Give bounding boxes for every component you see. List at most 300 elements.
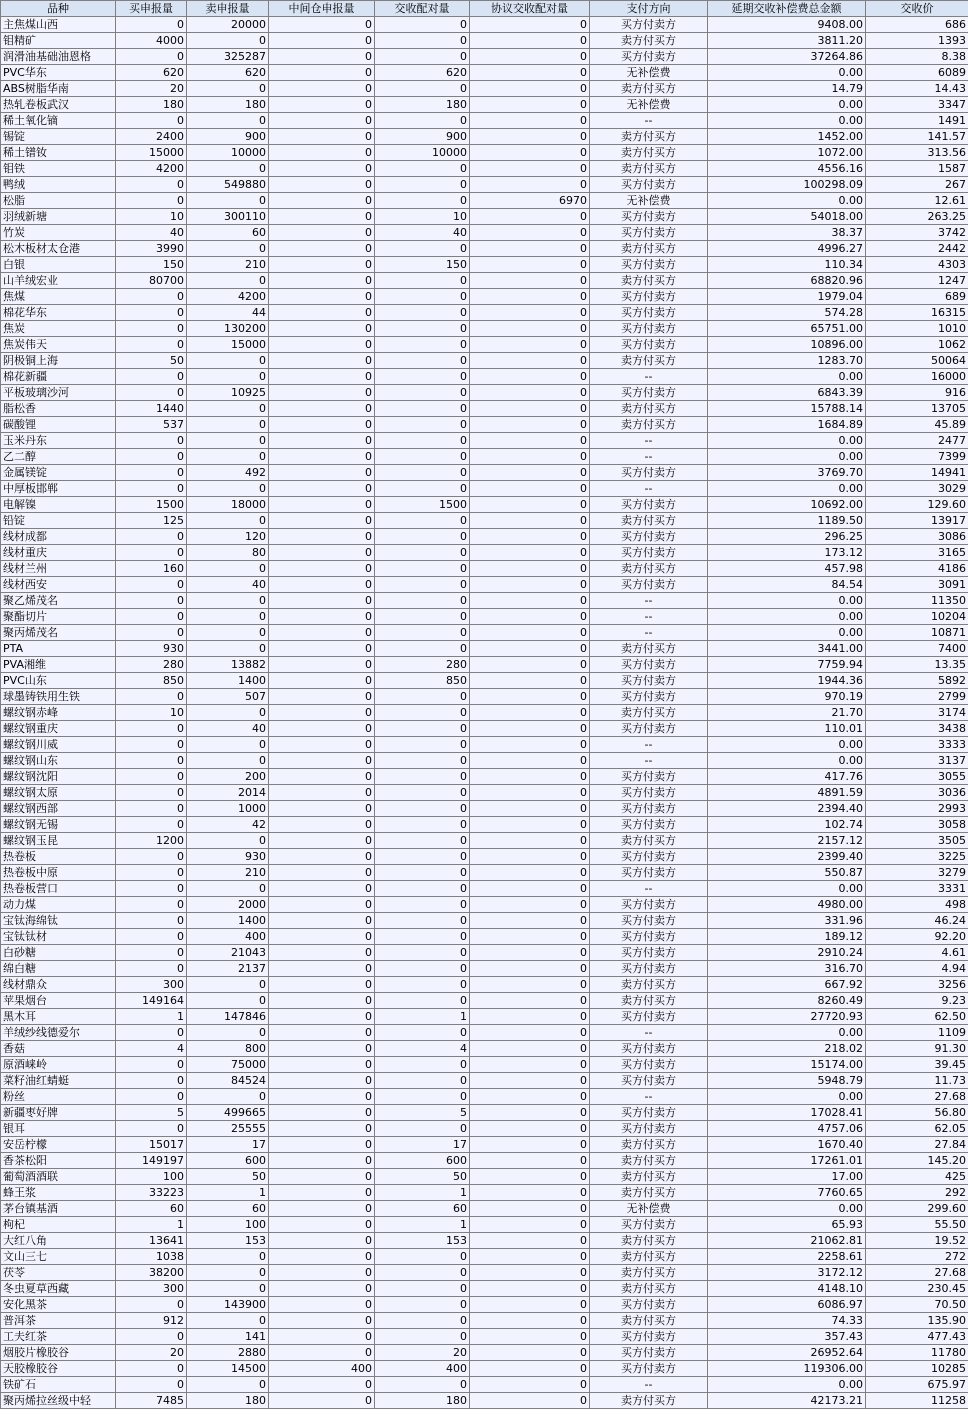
buy-volume-cell: 0	[116, 881, 187, 897]
variety-cell: 热卷板中原	[1, 865, 116, 881]
agreement-matched-volume-cell: 0	[470, 1377, 590, 1393]
settlement-price-cell: 3347	[866, 97, 968, 113]
sell-volume-cell: 2014	[187, 785, 269, 801]
variety-cell: 工夫红茶	[1, 1329, 116, 1345]
matched-volume-cell: 0	[375, 49, 470, 65]
payment-direction-cell: 买方付卖方	[590, 657, 708, 673]
variety-cell: 茅台镇基酒	[1, 1201, 116, 1217]
agreement-matched-volume-cell: 0	[470, 1393, 590, 1409]
payment-direction-cell: --	[590, 369, 708, 385]
settlement-price-cell: 10204	[866, 609, 968, 625]
buy-volume-cell: 1440	[116, 401, 187, 417]
payment-direction-cell: 买方付卖方	[590, 929, 708, 945]
matched-volume-cell: 0	[375, 177, 470, 193]
table-row	[1, 1281, 968, 1297]
sell-volume-cell: 100	[187, 1217, 269, 1233]
compensation-fee-cell: 1283.70	[708, 353, 866, 369]
sell-volume-cell: 84524	[187, 1073, 269, 1089]
intermediate-volume-cell: 0	[269, 257, 375, 273]
intermediate-volume-cell: 0	[269, 17, 375, 33]
table-row	[1, 929, 968, 945]
matched-volume-cell: 0	[375, 689, 470, 705]
table-row	[1, 1041, 968, 1057]
variety-cell: 钼精矿	[1, 33, 116, 49]
table-body	[1, 17, 968, 1409]
payment-direction-cell: 买方付卖方	[590, 1297, 708, 1313]
matched-volume-cell: 900	[375, 129, 470, 145]
settlement-price-cell: 145.20	[866, 1153, 968, 1169]
payment-direction-header: 支付方向	[590, 1, 708, 17]
buy-volume-cell: 0	[116, 305, 187, 321]
matched-volume-cell: 0	[375, 81, 470, 97]
agreement-matched-volume-cell: 0	[470, 177, 590, 193]
sell-volume-cell: 10925	[187, 385, 269, 401]
variety-cell: 线材西安	[1, 577, 116, 593]
payment-direction-cell: 买方付卖方	[590, 897, 708, 913]
buy-volume-cell: 0	[116, 465, 187, 481]
settlement-price-cell: 56.80	[866, 1105, 968, 1121]
payment-direction-cell: 买方付卖方	[590, 225, 708, 241]
payment-direction-cell: 买方付卖方	[590, 945, 708, 961]
variety-cell: 螺纹钢太原	[1, 785, 116, 801]
buy-volume-cell: 0	[116, 961, 187, 977]
intermediate-volume-cell: 0	[269, 689, 375, 705]
buy-volume-cell: 0	[116, 1073, 187, 1089]
payment-direction-cell: 卖方付买方	[590, 1313, 708, 1329]
sell-volume-cell: 210	[187, 257, 269, 273]
matched-volume-cell: 0	[375, 785, 470, 801]
intermediate-volume-cell: 0	[269, 865, 375, 881]
compensation-fee-cell: 5948.79	[708, 1073, 866, 1089]
intermediate-volume-cell: 0	[269, 433, 375, 449]
settlement-price-cell: 292	[866, 1185, 968, 1201]
table-row	[1, 65, 968, 81]
buy-volume-cell: 5	[116, 1105, 187, 1121]
agreement-matched-volume-cell: 0	[470, 865, 590, 881]
variety-cell: 线材重庆	[1, 545, 116, 561]
buy-volume-cell: 0	[116, 1089, 187, 1105]
agreement-matched-volume-cell: 0	[470, 561, 590, 577]
payment-direction-cell: 卖方付买方	[590, 833, 708, 849]
intermediate-volume-cell: 0	[269, 193, 375, 209]
matched-volume-cell: 0	[375, 737, 470, 753]
intermediate-volume-cell: 0	[269, 33, 375, 49]
variety-cell: 羽绒新塘	[1, 209, 116, 225]
agreement-matched-volume-cell: 0	[470, 609, 590, 625]
variety-cell: 苹果烟台	[1, 993, 116, 1009]
buy-volume-cell: 13641	[116, 1233, 187, 1249]
matched-volume-cell: 0	[375, 897, 470, 913]
compensation-fee-cell: 357.43	[708, 1329, 866, 1345]
payment-direction-cell: 卖方付买方	[590, 993, 708, 1009]
agreement-matched-volume-cell: 0	[470, 1105, 590, 1121]
agreement-matched-volume-cell: 0	[470, 481, 590, 497]
matched-volume-cell: 0	[375, 513, 470, 529]
intermediate-volume-cell: 0	[269, 113, 375, 129]
buy-volume-cell: 10	[116, 209, 187, 225]
sell-volume-cell: 0	[187, 641, 269, 657]
settlement-price-cell: 3225	[866, 849, 968, 865]
variety-cell: 原酒崃岭	[1, 1057, 116, 1073]
compensation-fee-cell: 15174.00	[708, 1057, 866, 1073]
sell-volume-cell: 0	[187, 737, 269, 753]
compensation-fee-cell: 65751.00	[708, 321, 866, 337]
settlement-price-cell: 1491	[866, 113, 968, 129]
table-row	[1, 1185, 968, 1201]
compensation-fee-cell: 0.00	[708, 881, 866, 897]
intermediate-volume-cell: 0	[269, 1041, 375, 1057]
payment-direction-cell: 买方付卖方	[590, 337, 708, 353]
compensation-fee-cell: 0.00	[708, 113, 866, 129]
payment-direction-cell: 买方付卖方	[590, 177, 708, 193]
sell-volume-cell: 147846	[187, 1009, 269, 1025]
matched-volume-cell: 0	[375, 913, 470, 929]
sell-volume-cell: 18000	[187, 497, 269, 513]
payment-direction-cell: --	[590, 1377, 708, 1393]
variety-cell: 松木板材太仓港	[1, 241, 116, 257]
settlement-price-cell: 9.23	[866, 993, 968, 1009]
payment-direction-cell: 买方付卖方	[590, 545, 708, 561]
buy-volume-header: 买申报量	[116, 1, 187, 17]
variety-cell: 焦煤	[1, 289, 116, 305]
matched-volume-cell: 0	[375, 753, 470, 769]
variety-cell: 螺纹钢重庆	[1, 721, 116, 737]
agreement-matched-volume-cell: 0	[470, 449, 590, 465]
payment-direction-cell: 买方付卖方	[590, 801, 708, 817]
matched-volume-cell: 620	[375, 65, 470, 81]
settlement-price-cell: 1010	[866, 321, 968, 337]
payment-direction-cell: 卖方付买方	[590, 1233, 708, 1249]
buy-volume-cell: 7485	[116, 1393, 187, 1409]
compensation-fee-cell: 10692.00	[708, 497, 866, 513]
payment-direction-cell: 买方付卖方	[590, 849, 708, 865]
settlement-price-cell: 14941	[866, 465, 968, 481]
buy-volume-cell: 0	[116, 929, 187, 945]
buy-volume-cell: 149164	[116, 993, 187, 1009]
intermediate-volume-cell: 0	[269, 65, 375, 81]
buy-volume-cell: 0	[116, 337, 187, 353]
settlement-price-cell: 425	[866, 1169, 968, 1185]
sell-volume-cell: 0	[187, 513, 269, 529]
agreement-matched-volume-cell: 0	[470, 1169, 590, 1185]
buy-volume-cell: 0	[116, 529, 187, 545]
compensation-fee-cell: 574.28	[708, 305, 866, 321]
sell-volume-cell: 0	[187, 561, 269, 577]
settlement-price-cell: 8.38	[866, 49, 968, 65]
payment-direction-cell: 卖方付买方	[590, 977, 708, 993]
payment-direction-cell: 买方付卖方	[590, 1105, 708, 1121]
sell-volume-cell: 0	[187, 1025, 269, 1041]
settlement-price-cell: 10871	[866, 625, 968, 641]
matched-volume-cell: 0	[375, 161, 470, 177]
intermediate-volume-cell: 0	[269, 1249, 375, 1265]
agreement-matched-volume-cell: 0	[470, 1057, 590, 1073]
matched-volume-cell: 1	[375, 1217, 470, 1233]
payment-direction-cell: 买方付卖方	[590, 1217, 708, 1233]
table-row	[1, 161, 968, 177]
variety-cell: 冬虫夏草西藏	[1, 1281, 116, 1297]
table-row	[1, 337, 968, 353]
payment-direction-cell: --	[590, 593, 708, 609]
compensation-fee-cell: 0.00	[708, 593, 866, 609]
variety-cell: 新疆枣好牌	[1, 1105, 116, 1121]
agreement-matched-volume-cell: 0	[470, 529, 590, 545]
variety-cell: 润滑油基础油恩格	[1, 49, 116, 65]
buy-volume-cell: 40	[116, 225, 187, 241]
intermediate-volume-cell: 0	[269, 129, 375, 145]
intermediate-volume-cell: 0	[269, 273, 375, 289]
intermediate-volume-cell: 0	[269, 977, 375, 993]
intermediate-volume-cell: 0	[269, 785, 375, 801]
payment-direction-cell: 卖方付买方	[590, 145, 708, 161]
intermediate-volume-cell: 0	[269, 385, 375, 401]
compensation-fee-cell: 42173.21	[708, 1393, 866, 1409]
table-row	[1, 721, 968, 737]
sell-volume-cell: 499665	[187, 1105, 269, 1121]
settlement-price-cell: 1247	[866, 273, 968, 289]
intermediate-volume-cell: 0	[269, 369, 375, 385]
buy-volume-cell: 1	[116, 1009, 187, 1025]
agreement-matched-volume-cell: 0	[470, 401, 590, 417]
table-row	[1, 1249, 968, 1265]
sell-volume-cell: 141	[187, 1329, 269, 1345]
table-row	[1, 945, 968, 961]
intermediate-volume-cell: 0	[269, 961, 375, 977]
payment-direction-cell: 买方付卖方	[590, 913, 708, 929]
matched-volume-cell: 0	[375, 609, 470, 625]
agreement-matched-volume-cell: 0	[470, 273, 590, 289]
table-row	[1, 913, 968, 929]
matched-volume-cell: 17	[375, 1137, 470, 1153]
variety-cell: 聚酯切片	[1, 609, 116, 625]
table-row	[1, 1073, 968, 1089]
variety-cell: PVC山东	[1, 673, 116, 689]
agreement-matched-volume-cell: 0	[470, 1265, 590, 1281]
matched-volume-cell: 0	[375, 449, 470, 465]
intermediate-volume-cell: 0	[269, 1105, 375, 1121]
buy-volume-cell: 180	[116, 97, 187, 113]
agreement-matched-volume-cell: 0	[470, 769, 590, 785]
compensation-fee-cell: 10896.00	[708, 337, 866, 353]
sell-volume-cell: 0	[187, 1089, 269, 1105]
table-row	[1, 17, 968, 33]
sell-volume-cell: 25555	[187, 1121, 269, 1137]
compensation-fee-cell: 0.00	[708, 97, 866, 113]
agreement-matched-volume-cell: 0	[470, 801, 590, 817]
payment-direction-cell: 买方付卖方	[590, 1345, 708, 1361]
variety-cell: 天胶橡胶谷	[1, 1361, 116, 1377]
intermediate-volume-cell: 0	[269, 1073, 375, 1089]
matched-volume-cell: 0	[375, 1057, 470, 1073]
table-row	[1, 833, 968, 849]
settlement-price-cell: 3086	[866, 529, 968, 545]
matched-volume-cell: 0	[375, 1281, 470, 1297]
matched-volume-cell: 0	[375, 385, 470, 401]
buy-volume-cell: 0	[116, 849, 187, 865]
agreement-matched-volume-cell: 0	[470, 817, 590, 833]
agreement-matched-volume-cell: 0	[470, 1201, 590, 1217]
table-row	[1, 1233, 968, 1249]
agreement-matched-volume-cell: 0	[470, 689, 590, 705]
intermediate-volume-cell: 0	[269, 993, 375, 1009]
payment-direction-cell: 卖方付买方	[590, 1169, 708, 1185]
settlement-price-cell: 11258	[866, 1393, 968, 1409]
matched-volume-cell: 0	[375, 561, 470, 577]
buy-volume-cell: 4200	[116, 161, 187, 177]
variety-cell: 线材兰州	[1, 561, 116, 577]
variety-cell: 螺纹钢赤峰	[1, 705, 116, 721]
compensation-fee-cell: 14.79	[708, 81, 866, 97]
matched-volume-cell: 0	[375, 833, 470, 849]
sell-volume-cell: 0	[187, 833, 269, 849]
buy-volume-cell: 100	[116, 1169, 187, 1185]
matched-volume-cell: 0	[375, 577, 470, 593]
settlement-price-cell: 39.45	[866, 1057, 968, 1073]
settlement-price-cell: 92.20	[866, 929, 968, 945]
payment-direction-cell: --	[590, 609, 708, 625]
variety-cell: 聚丙烯拉丝级中轻	[1, 1393, 116, 1409]
matched-volume-header: 交收配对量	[375, 1, 470, 17]
table-row	[1, 385, 968, 401]
matched-volume-cell: 0	[375, 593, 470, 609]
agreement-matched-volume-cell: 0	[470, 353, 590, 369]
compensation-fee-cell: 457.98	[708, 561, 866, 577]
intermediate-volume-cell: 0	[269, 737, 375, 753]
matched-volume-cell: 0	[375, 1089, 470, 1105]
matched-volume-cell: 0	[375, 337, 470, 353]
matched-volume-cell: 0	[375, 977, 470, 993]
settlement-price-cell: 4186	[866, 561, 968, 577]
variety-cell: 银耳	[1, 1121, 116, 1137]
variety-cell: 线材成都	[1, 529, 116, 545]
payment-direction-cell: 买方付卖方	[590, 689, 708, 705]
matched-volume-cell: 0	[375, 961, 470, 977]
table-row	[1, 753, 968, 769]
payment-direction-cell: 买方付卖方	[590, 769, 708, 785]
intermediate-volume-cell: 0	[269, 849, 375, 865]
payment-direction-cell: 买方付卖方	[590, 17, 708, 33]
matched-volume-cell: 0	[375, 1121, 470, 1137]
sell-volume-cell: 0	[187, 753, 269, 769]
intermediate-volume-cell: 0	[269, 81, 375, 97]
settlement-price-cell: 19.52	[866, 1233, 968, 1249]
sell-volume-cell: 800	[187, 1041, 269, 1057]
intermediate-volume-cell: 0	[269, 897, 375, 913]
settlement-price-cell: 3279	[866, 865, 968, 881]
settlement-price-cell: 230.45	[866, 1281, 968, 1297]
table-row	[1, 353, 968, 369]
agreement-matched-volume-cell: 0	[470, 673, 590, 689]
variety-cell: 香茶松阳	[1, 1153, 116, 1169]
payment-direction-cell: 卖方付买方	[590, 417, 708, 433]
intermediate-volume-cell: 0	[269, 1009, 375, 1025]
agreement-matched-volume-cell: 0	[470, 497, 590, 513]
table-row	[1, 801, 968, 817]
intermediate-volume-cell: 0	[269, 545, 375, 561]
compensation-fee-header: 延期交收补偿费总金额	[708, 1, 866, 17]
sell-volume-cell: 0	[187, 433, 269, 449]
payment-direction-cell: 无补偿费	[590, 193, 708, 209]
matched-volume-cell: 0	[375, 241, 470, 257]
sell-volume-cell: 0	[187, 625, 269, 641]
variety-cell: 热卷板	[1, 849, 116, 865]
settlement-price-cell: 2442	[866, 241, 968, 257]
agreement-matched-volume-cell: 0	[470, 945, 590, 961]
compensation-fee-cell: 0.00	[708, 1089, 866, 1105]
payment-direction-cell: 卖方付买方	[590, 273, 708, 289]
agreement-matched-volume-cell: 0	[470, 593, 590, 609]
table-row	[1, 593, 968, 609]
agreement-matched-volume-cell: 0	[470, 321, 590, 337]
matched-volume-cell: 0	[375, 529, 470, 545]
table-row	[1, 689, 968, 705]
settlement-price-cell: 10285	[866, 1361, 968, 1377]
payment-direction-cell: 卖方付买方	[590, 129, 708, 145]
sell-volume-cell: 0	[187, 993, 269, 1009]
matched-volume-cell: 0	[375, 305, 470, 321]
payment-direction-cell: 买方付卖方	[590, 1073, 708, 1089]
compensation-fee-cell: 6843.39	[708, 385, 866, 401]
buy-volume-cell: 2400	[116, 129, 187, 145]
buy-volume-cell: 0	[116, 481, 187, 497]
settlement-price-cell: 1587	[866, 161, 968, 177]
header-row	[1, 1, 968, 17]
settlement-price-cell: 141.57	[866, 129, 968, 145]
matched-volume-cell: 180	[375, 97, 470, 113]
buy-volume-cell: 0	[116, 369, 187, 385]
settlement-price-cell: 3505	[866, 833, 968, 849]
sell-volume-cell: 40	[187, 577, 269, 593]
agreement-matched-volume-cell: 0	[470, 1073, 590, 1089]
payment-direction-cell: --	[590, 737, 708, 753]
intermediate-volume-cell: 0	[269, 449, 375, 465]
payment-direction-cell: 买方付卖方	[590, 465, 708, 481]
sell-volume-cell: 1	[187, 1185, 269, 1201]
compensation-fee-cell: 296.25	[708, 529, 866, 545]
settlement-price-cell: 2993	[866, 801, 968, 817]
buy-volume-cell: 0	[116, 817, 187, 833]
intermediate-volume-cell: 0	[269, 1345, 375, 1361]
matched-volume-cell: 0	[375, 993, 470, 1009]
intermediate-volume-cell: 0	[269, 817, 375, 833]
sell-volume-cell: 130200	[187, 321, 269, 337]
variety-cell: 普洱茶	[1, 1313, 116, 1329]
variety-cell: 宝钛海绵钛	[1, 913, 116, 929]
matched-volume-cell: 0	[375, 193, 470, 209]
variety-cell: 粉丝	[1, 1089, 116, 1105]
buy-volume-cell: 0	[116, 49, 187, 65]
buy-volume-cell: 0	[116, 689, 187, 705]
buy-volume-cell: 0	[116, 1297, 187, 1313]
buy-volume-cell: 160	[116, 561, 187, 577]
settlement-price-cell: 7400	[866, 641, 968, 657]
buy-volume-cell: 930	[116, 641, 187, 657]
settlement-price-header: 交收价	[866, 1, 968, 17]
agreement-matched-volume-cell: 0	[470, 305, 590, 321]
matched-volume-cell: 0	[375, 481, 470, 497]
buy-volume-cell: 0	[116, 945, 187, 961]
agreement-matched-volume-cell: 0	[470, 289, 590, 305]
settlement-price-cell: 13.35	[866, 657, 968, 673]
intermediate-volume-cell: 0	[269, 641, 375, 657]
intermediate-volume-cell: 0	[269, 769, 375, 785]
compensation-fee-cell: 68820.96	[708, 273, 866, 289]
sell-volume-cell: 0	[187, 353, 269, 369]
buy-volume-cell: 0	[116, 545, 187, 561]
sell-volume-cell: 325287	[187, 49, 269, 65]
matched-volume-cell: 0	[375, 1265, 470, 1281]
table-row	[1, 1345, 968, 1361]
